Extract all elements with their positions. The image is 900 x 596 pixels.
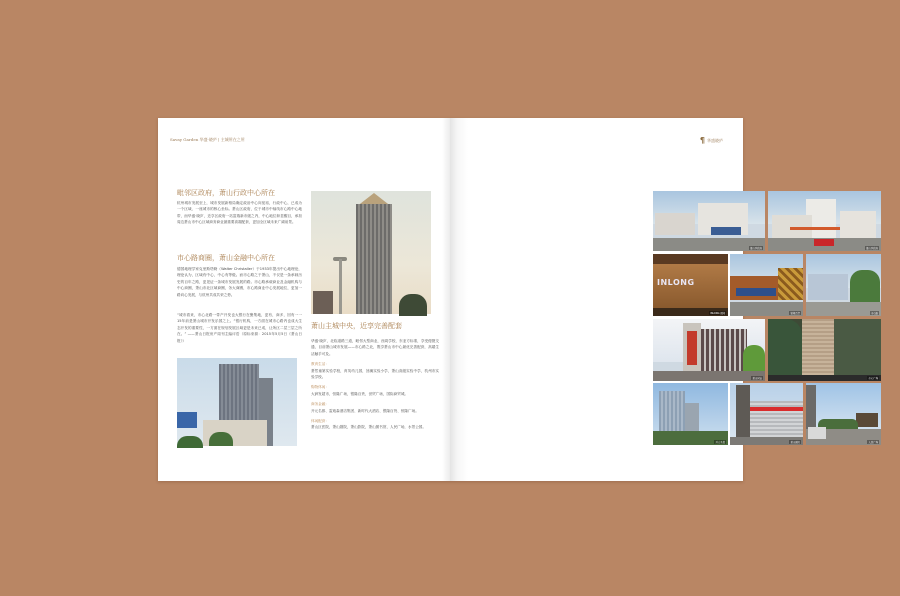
photo-caption: INLONG 银隆 xyxy=(710,312,725,315)
photo-caption: 市心路 xyxy=(870,312,878,315)
photo-peoples-square xyxy=(806,383,881,445)
section-quote: “城市看来，市心北路一带产开发也大银行在聚集地，更有，商多，因有一一15年前是萧山城市开发乐园之上。“银行机构，一方面在城市心路内也成大生态开发的重要性，一方面在规划发展区域更是未来已成，让所区二层三层之所在。” ——萧山日报房产周刊主编评语（原标来源：2015年5月5日《萧山日报》） xyxy=(177,313,302,343)
category-text-education: 萧然童第实验学校，育英幼儿园，回澜实验小学，萧山高级实验中学，杭州市实验学校。 xyxy=(311,368,439,380)
right-page xyxy=(450,118,878,481)
photo-shixin-road xyxy=(806,254,881,316)
amenities-intro: 华盛·晓庐，北临道路三道，毗邻大型商业，西周学校，东亚方标准，享受便捷交通，目前萧山城市发展——市心路之北，既享萧山市中心最优完善配套，高端生活触手可及。 xyxy=(311,339,439,356)
running-head: Savay Garden 华盛·晓庐 | 主城所在之所 xyxy=(170,137,245,142)
photo-district-government-2 xyxy=(768,191,881,251)
section-body-finance: 德国地理学家克里斯塔勒（Walter Christaller）于1933年提出中心地理论，理论认为，区域有中心，中心有等级。而市心路之于萧山，不仅是一条承载历史的百年之路，更见证一条城市发展发展的路。市心路承载商业及金融机构与中心商圈，萧山市北区域商圈，务大商圈，市心路商业中心发展地位，更加一路向心发展，与杭州共成共荣之势。 xyxy=(177,267,302,297)
section-heading-finance: 市心路商圈，萧山金融中心所在 xyxy=(177,254,275,262)
brochure-spread xyxy=(158,118,878,481)
skyscraper-photo xyxy=(311,191,431,314)
photo-caption: 萧山剧院 xyxy=(790,441,800,444)
photo-caption: 市心广场 xyxy=(868,377,878,380)
section-heading-government: 毗邻区政府，萧山行政中心所在 xyxy=(177,189,275,197)
section-body-government: 杭州城市发展至上，城市发展新格局确定政治中心向宽裕，行政中心，已成为一个区域、一座城市的核心坐标。萧山区政府，位于城市中轴线市心路中心地带，而华盛·晓庐，近享区政府一站富瑞新市级之内，中心地位彰显醒目，承担周边萧山市中心区域商务商业最重要高端配套，更加全区域未来广阔前景。 xyxy=(177,201,302,225)
photo-caption: 萧山区政府 xyxy=(750,247,762,250)
government-building-photo xyxy=(177,358,297,446)
brand-logo xyxy=(700,137,723,145)
category-label-leisure: 休闲配套： xyxy=(311,419,329,424)
left-page xyxy=(158,118,450,481)
photo-district-government-1 xyxy=(653,191,765,251)
photo-caption: 萧山区政府 xyxy=(866,247,878,250)
category-label-business: 商务金融： xyxy=(311,402,329,407)
category-text-leisure: 萧山区医院，萧山剧院，萧山影院，萧山图书馆，人民广场，水景公园。 xyxy=(311,425,426,430)
photo-department-store xyxy=(730,254,803,316)
photo-caption: 萧山宾馆 xyxy=(752,377,762,380)
photo-caption: 人民广场 xyxy=(868,441,878,444)
spine-shadow xyxy=(450,118,468,481)
section-body-amenities xyxy=(311,338,439,431)
category-text-business: 开元名都、雷迪森酒店集团、新时代大酒店、银隆百货、恒隆广场。 xyxy=(311,408,419,413)
spine-shadow xyxy=(442,118,450,481)
photo-kaiyuan-hotel xyxy=(653,383,728,445)
photo-hotel xyxy=(653,319,765,381)
photo-caption: 银隆百货 xyxy=(790,312,800,315)
photo-inlong-mall xyxy=(653,254,728,316)
photo-theater xyxy=(730,383,803,445)
photo-square-monument xyxy=(768,319,881,381)
logo-text: 华盛晓庐 xyxy=(707,138,723,143)
photo-caption: 开元名都 xyxy=(715,441,725,444)
inlong-sign: INLONG xyxy=(657,278,695,287)
category-label-education: 教育生活： xyxy=(311,362,329,367)
category-text-shopping: 大润发超市，恒隆广场，银隆百货，世贸广场，国际商贸城。 xyxy=(311,391,409,396)
category-label-shopping: 购物休闲： xyxy=(311,385,329,390)
logo-icon: ¶ xyxy=(699,136,705,145)
section-heading-amenities: 萧山主城中央，近享完善配套 xyxy=(311,322,402,330)
